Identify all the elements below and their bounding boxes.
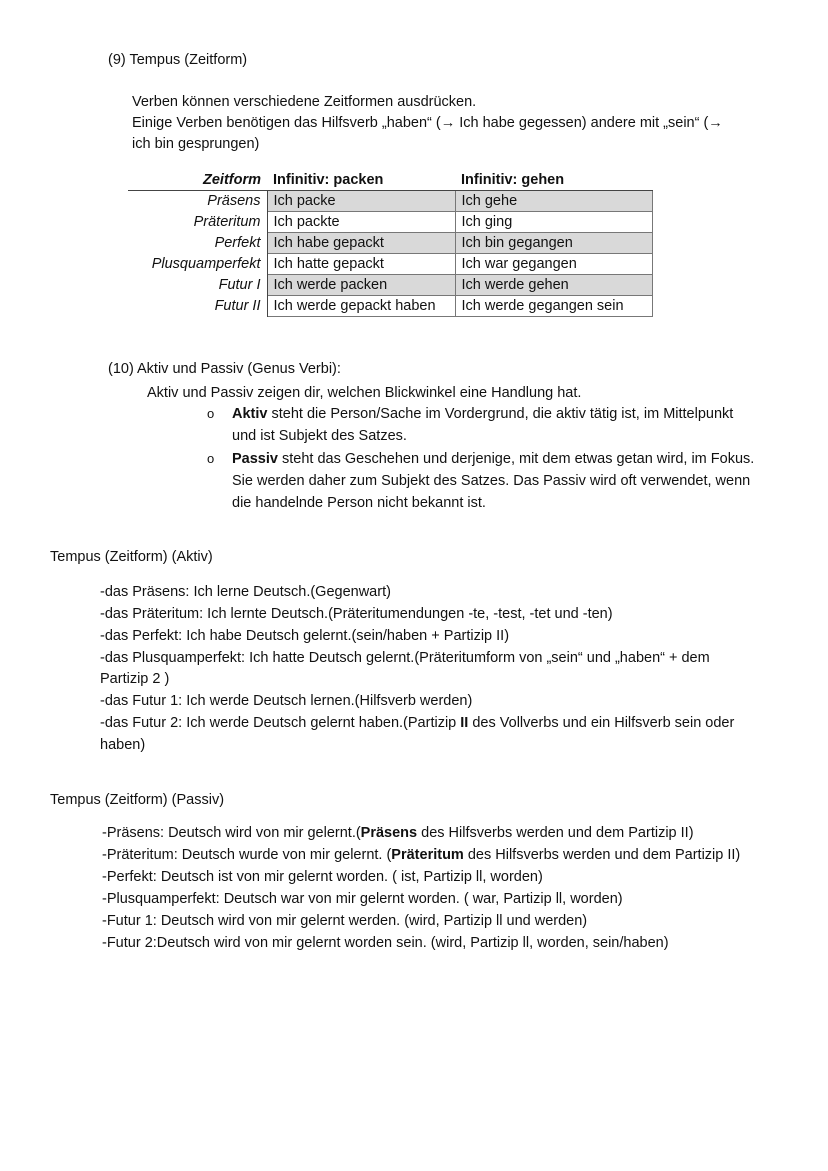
passiv-block-heading: Tempus (Zeitform) (Passiv) — [50, 792, 225, 808]
tense-name: Präteritum — [128, 212, 267, 233]
passiv-perfekt-line: -Perfekt: Deutsch ist von mir gelernt worden. ( ist, Partizip ll, worden) — [102, 869, 543, 885]
tense-name: Perfekt — [128, 233, 267, 254]
table-header-row — [128, 170, 652, 191]
tense-name: Plusquamperfekt — [128, 254, 267, 275]
header-packen: Infinitiv: packen — [267, 170, 455, 191]
tense-name: Futur II — [128, 296, 267, 317]
passiv-line-2: Sie werden daher zum Subjekt des Satzes. Das Passiv wird oft verwendet, wenn — [232, 473, 751, 489]
section-9-intro-line-3: ich bin gesprungen) — [132, 136, 260, 152]
gehen-cell: Ich war gegangen — [455, 254, 652, 275]
passiv-praeteritum-bold: Präteritum — [391, 847, 464, 863]
table-row — [128, 254, 652, 275]
aktiv-futur2-line — [100, 713, 734, 734]
passiv-term: Passiv — [232, 451, 278, 467]
tense-table — [128, 170, 653, 317]
gehen-cell: Ich bin gegangen — [455, 233, 652, 254]
aktiv-praeteritum-line: -das Präteritum: Ich lernte Deutsch.(Präteritumendungen -te, -test, -tet und -ten) — [100, 606, 613, 622]
gehen-cell: Ich werde gehen — [455, 275, 652, 296]
tense-name: Präsens — [128, 191, 267, 212]
aktiv-futur1-line: -das Futur 1: Ich werde Deutsch lernen.(Hilfsverb werden) — [100, 693, 473, 709]
aktiv-futur2-bold: II — [460, 715, 469, 731]
aktiv-term: Aktiv — [232, 406, 268, 422]
packen-cell: Ich werde packen — [267, 275, 455, 296]
section-9-heading: (9) Tempus (Zeitform) — [108, 52, 248, 68]
table-row — [128, 212, 652, 233]
section-10-heading: (10) Aktiv und Passiv (Genus Verbi): — [108, 361, 341, 377]
header-gehen: Infinitiv: gehen — [455, 170, 652, 191]
section-9-intro-line-2: Einige Verben benötigen das Hilfsverb „haben“ (→ Ich habe gegessen) andere mit „sein“ (→ — [132, 115, 723, 131]
aktiv-futur2-text: -das Futur 2: Ich werde Deutsch gelernt haben.(Partizip — [100, 715, 461, 731]
aktiv-plusquamperfekt-line-2: Partizip 2 ) — [100, 671, 170, 687]
passiv-text: steht das Geschehen und derjenige, mit dem etwas getan wird, im Fokus. — [277, 451, 755, 467]
passiv-futur1-line: -Futur 1: Deutsch wird von mir gelernt werden. (wird, Partizip ll und werden) — [102, 913, 588, 929]
aktiv-line-1 — [232, 404, 733, 425]
packen-cell: Ich packe — [267, 191, 455, 212]
tense-name: Futur I — [128, 275, 267, 296]
packen-cell: Ich werde gepackt haben — [267, 296, 455, 317]
aktiv-praesens-line: -das Präsens: Ich lerne Deutsch.(Gegenwart) — [100, 584, 391, 600]
passiv-praeteritum-line — [102, 845, 740, 866]
aktiv-text: steht die Person/Sache im Vordergrund, die aktiv tätig ist, im Mittelpunkt — [267, 406, 734, 422]
aktiv-block-heading: Tempus (Zeitform) (Aktiv) — [50, 549, 213, 565]
passiv-praesens-line — [102, 823, 694, 844]
gehen-cell: Ich gehe — [455, 191, 652, 212]
section-10-intro: Aktiv und Passiv zeigen dir, welchen Blickwinkel eine Handlung hat. — [147, 385, 582, 401]
aktiv-futur2-text-end: des Vollverbs und ein Hilfsverb sein oder — [468, 715, 735, 731]
header-zeitform: Zeitform — [128, 170, 267, 191]
passiv-line-3: die handelnde Person nicht bekannt ist. — [232, 495, 486, 511]
aktiv-plusquamperfekt-line: -das Plusquamperfekt: Ich hatte Deutsch gelernt.(Präteritumform von „sein“ und „haben“ + dem — [100, 650, 710, 666]
passiv-praeteritum-text-end: des Hilfsverbs werden und dem Partizip II) — [463, 847, 741, 863]
passiv-line-1 — [232, 449, 754, 470]
passiv-praeteritum-text: -Präteritum: Deutsch wurde von mir gelernt. ( — [102, 847, 392, 863]
section-9-intro-line-1: Verben können verschiedene Zeitformen ausdrücken. — [132, 94, 477, 110]
passiv-praesens-text-end: des Hilfsverbs werden und dem Partizip II) — [417, 825, 694, 841]
aktiv-line-2: und ist Subjekt des Satzes. — [232, 428, 407, 444]
gehen-cell: Ich werde gegangen sein — [455, 296, 652, 317]
bullet-icon: o — [207, 406, 215, 421]
table-row — [128, 296, 652, 317]
passiv-praesens-bold: Präsens — [360, 825, 418, 841]
passiv-plusquamperfekt-line: -Plusquamperfekt: Deutsch war von mir gelernt worden. ( war, Partizip ll, worden) — [102, 891, 623, 907]
passiv-futur2-line: -Futur 2:Deutsch wird von mir gelernt worden sein. (wird, Partizip ll, worden, sein/haben) — [102, 935, 669, 951]
packen-cell: Ich packte — [267, 212, 455, 233]
packen-cell: Ich habe gepackt — [267, 233, 455, 254]
gehen-cell: Ich ging — [455, 212, 652, 233]
aktiv-perfekt-line: -das Perfekt: Ich habe Deutsch gelernt.(sein/haben + Partizip II) — [100, 628, 510, 644]
table-row — [128, 275, 652, 296]
bullet-icon: o — [207, 451, 215, 466]
table-row — [128, 191, 652, 212]
aktiv-futur2-line-2: haben) — [100, 737, 146, 753]
packen-cell: Ich hatte gepackt — [267, 254, 455, 275]
passiv-praesens-text: -Präsens: Deutsch wird von mir gelernt.( — [102, 825, 361, 841]
table-row — [128, 233, 652, 254]
